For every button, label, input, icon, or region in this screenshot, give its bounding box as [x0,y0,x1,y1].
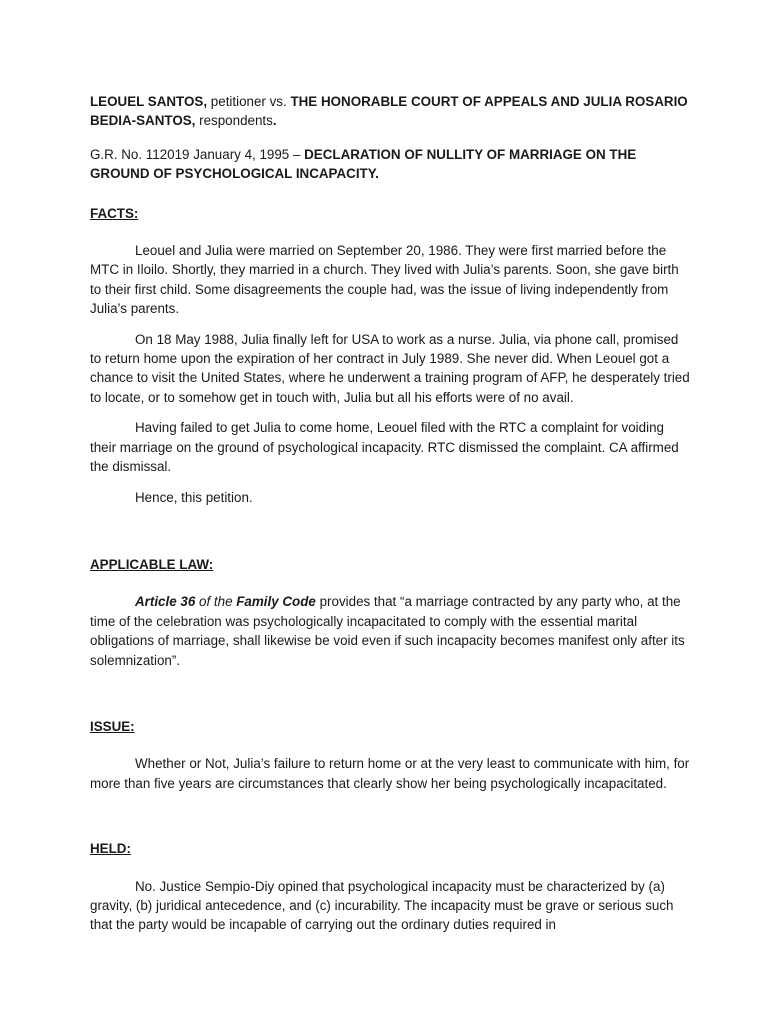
case-title [90,92,690,131]
facts-paragraph: On 18 May 1988, Julia finally left for USA to work as a nurse. Julia, via phone call, promised to return home upon the expiration of her contract in July 1989. She never did. When Leouel got a chance to visit the United States, where he underwent a training program of AFP, he desperately tried to locate, or to somehow get in touch with, Julia but all his efforts were of no avail. [90,331,690,405]
held-heading: HELD: [90,841,131,857]
facts-paragraph: Hence, this petition. [135,489,253,505]
document-page [90,92,690,946]
applicable-law-paragraph [90,592,690,670]
facts-paragraph: Having failed to get Julia to come home, Leouel filed with the RTC a complaint for voiding their marriage on the ground of psychological incapacity. RTC dismissed the complaint. CA affirmed the dismissal. [90,420,679,475]
facts-paragraph: Leouel and Julia were married on September 20, 1986. They were first married before the MTC in Iloilo. Shortly, they married in a church. They lived with Julia’s parents. Soon, she gave birth to their first child. Some disagreements the couple had, was the issue of living independently from Julia’s parents. [90,243,679,317]
petitioner-name: LEOUEL SANTOS, [90,94,208,109]
petitioner-role: petitioner vs. [207,94,291,109]
applicable-law-heading: APPLICABLE LAW: [90,556,214,572]
section-spacer [90,518,690,555]
issue-heading: ISSUE: [90,718,135,734]
section-spacer [90,804,690,839]
gr-number-date: G.R. No. 112019 January 4, 1995 – [90,146,305,162]
facts-heading: FACTS: [90,205,139,221]
respondents-name: THE HONORABLE COURT OF APPEALS AND JULIA ROSARIO BEDIA-SANTOS, [90,94,688,129]
of-the-text: of the [195,594,237,610]
applicable-law-text: provides that “a marriage contracted by any party who, at the time of the celebration was psychologically incapacitated to comply with the essential marital obligations of marriage, shall likewise be void even if such incapacity becomes manifest only after its solemnization”. [90,594,685,668]
case-subject: DECLARATION OF NULLITY OF MARRIAGE ON THE GROUND OF PSYCHOLOGICAL INCAPACITY. [90,146,637,182]
section-spacer [90,681,690,717]
article-reference: Article 36 [135,594,196,610]
family-code-reference: Family Code [236,594,316,610]
held-paragraph: No. Justice Sempio-Diy opined that psychological incapacity must be characterized by (a) gravity, (b) juridical antecedence, and (c) incurability. The incapacity must be grave or serious such that the party would be incapable of carrying out the ordinary duties required in [90,878,674,933]
issue-paragraph: Whether or Not, Julia’s failure to return home or at the very least to communicate with him, for more than five years are circumstances that clearly show her being psychologically incapacitated. [90,756,690,791]
respondents-role: respondents [195,113,273,129]
case-citation [90,145,690,184]
title-period: . [272,113,277,129]
